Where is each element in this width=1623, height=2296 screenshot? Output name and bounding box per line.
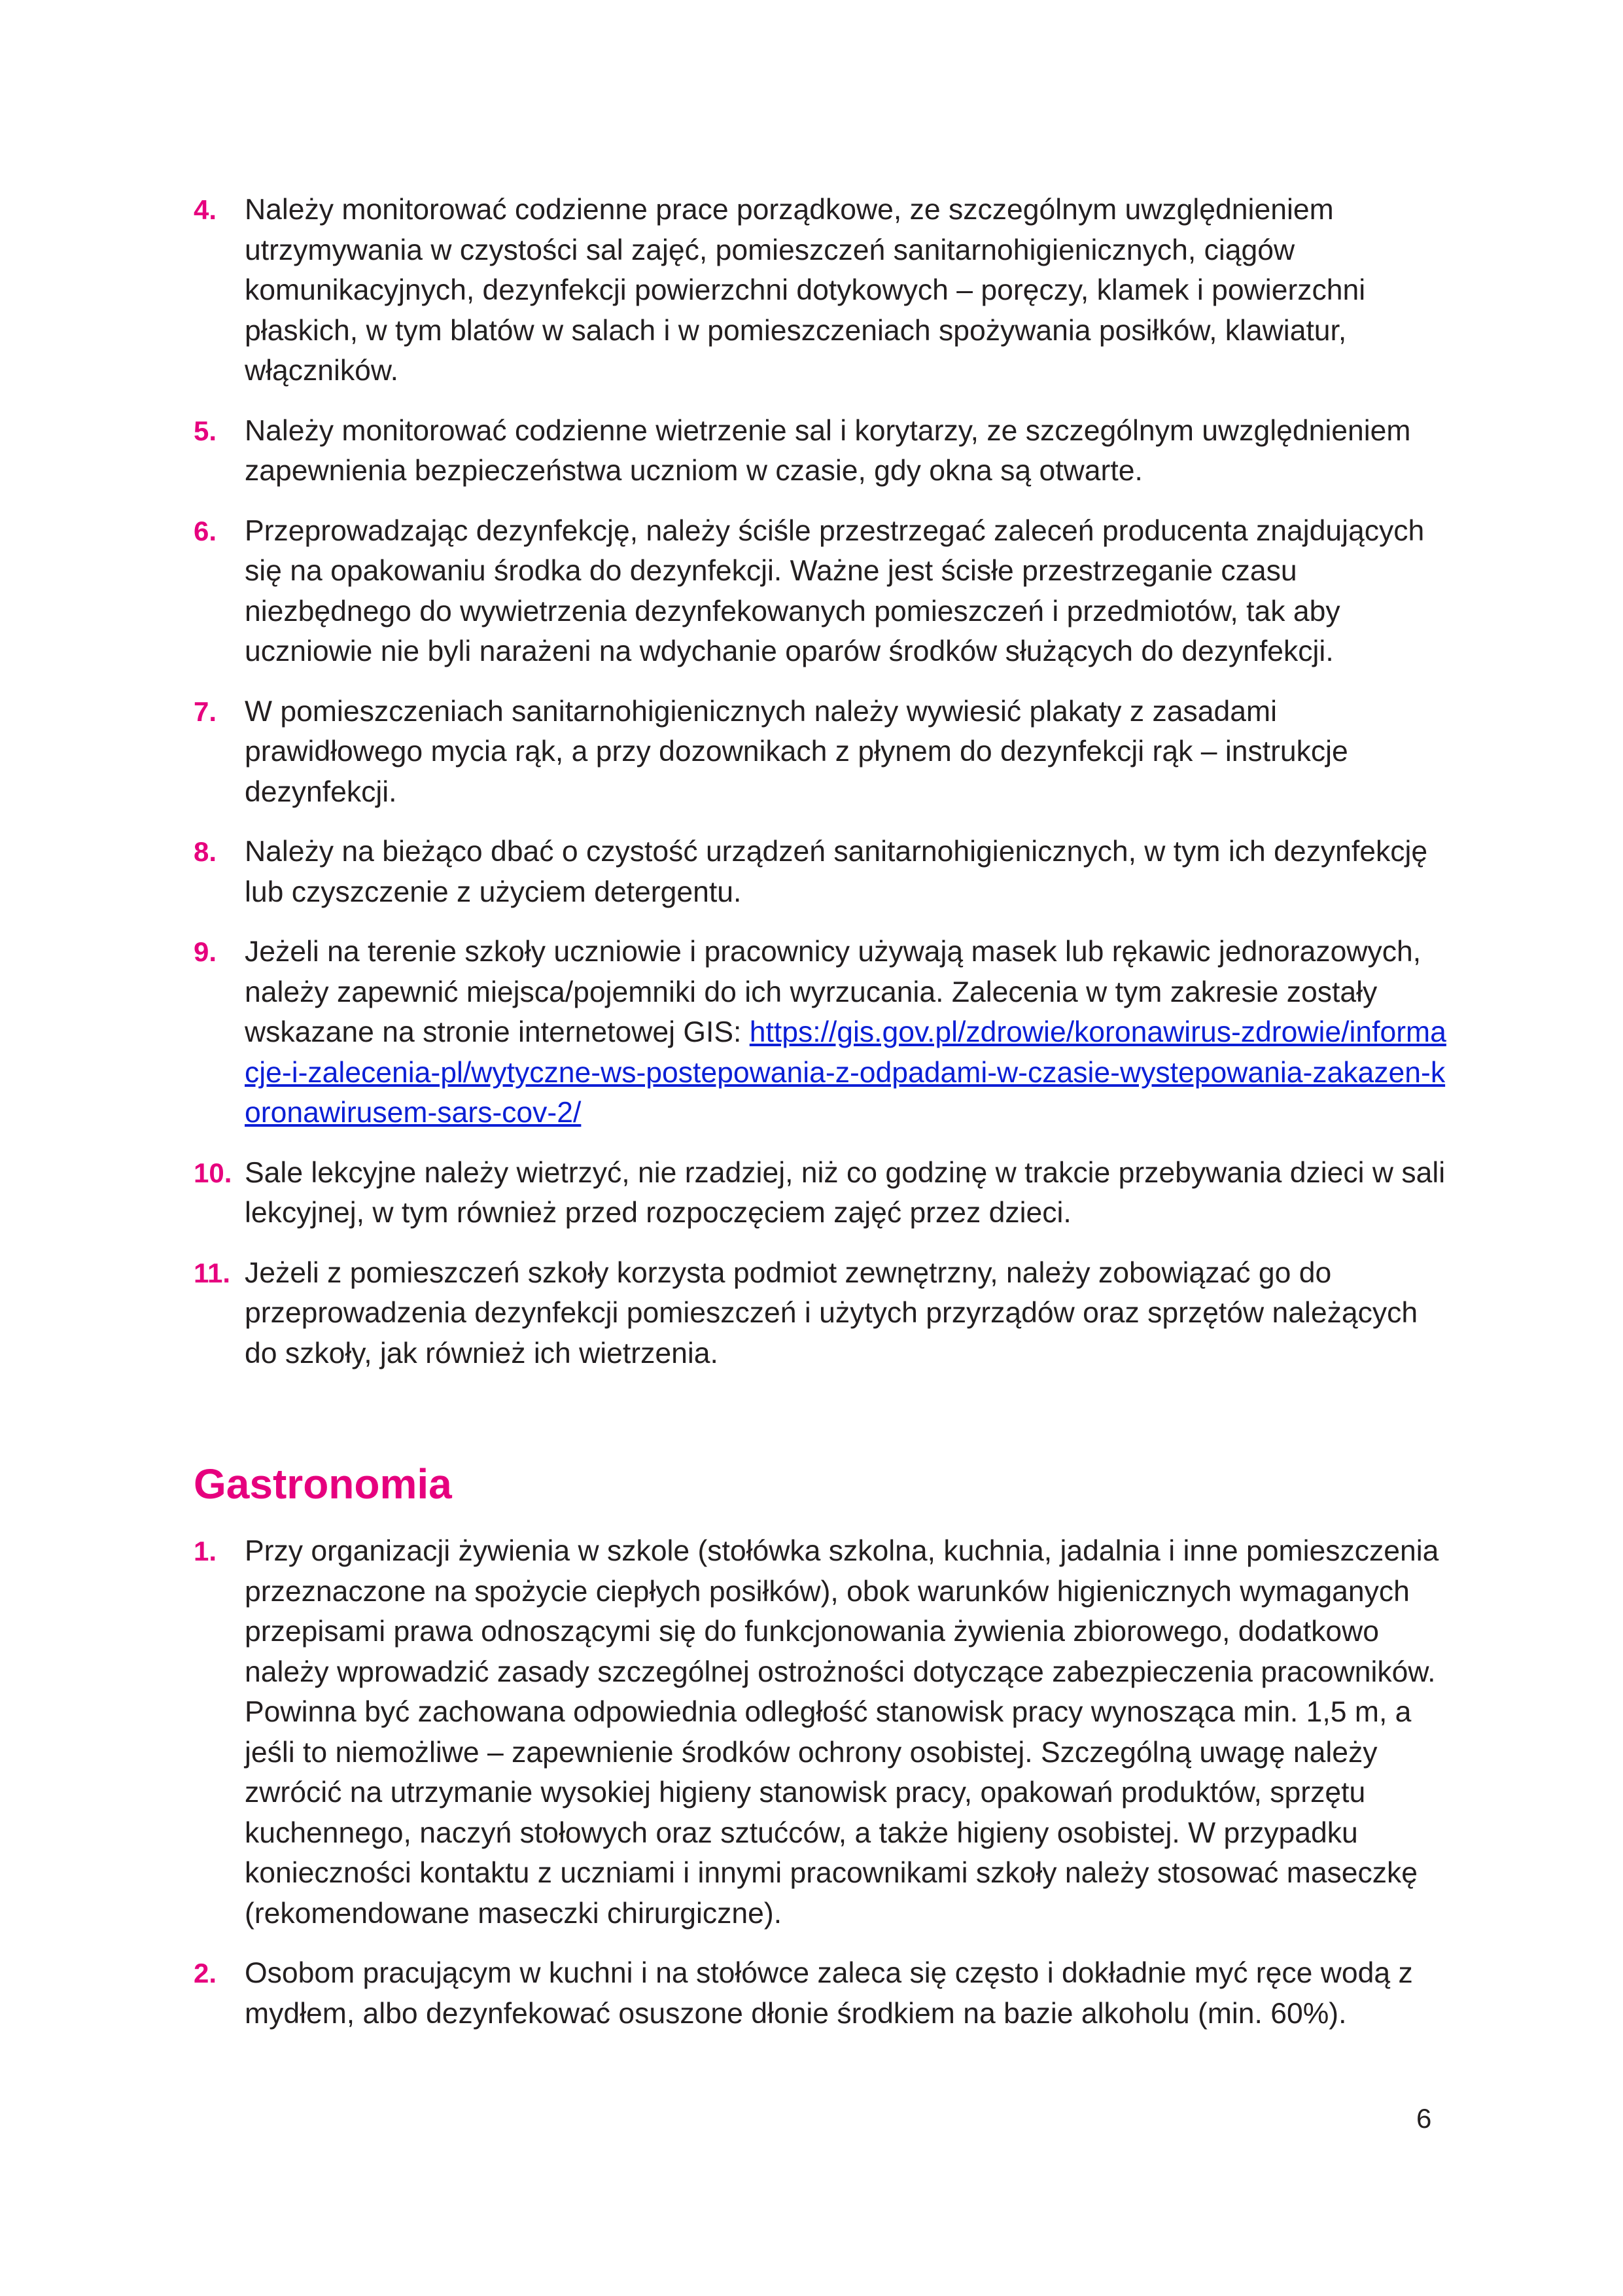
list-item [194,692,1456,813]
list-item [194,1153,1456,1233]
item-number: 1. [194,1536,217,1566]
section-heading: Gastronomia [194,1460,452,1508]
list-item [194,511,1456,672]
item-number: 9. [194,936,217,967]
list-item [194,411,1456,491]
item-text: Sale lekcyjne należy wietrzyć, nie rzadziej, niż co godzinę w trakcie przebywania dzieci w sali lekcyjnej, w tym również przed rozpoczęciem zajęć przez dzieci. [245,1156,1446,1229]
item-number: 5. [194,415,217,446]
gis-guidelines-link[interactable]: https://gis.gov.pl/zdrowie/koronawirus-zdrowie/informacje-i-zalecenia-pl/wytyczne-ws-postepowania-z-odpadami-w-czasie-wystepowania-zakazen-koronawirusem-sars-cov-2/ [245,1016,1446,1129]
list-item [194,1953,1456,2034]
gastronomy-list [194,1531,1456,2053]
list-item [194,190,1456,391]
item-text: Należy monitorować codzienne prace porządkowe, ze szczególnym uwzględnieniem utrzymywania w czystości sal zajęć, pomieszczeń sanitarnohigienicznych, ciągów komunikacyjnych, dezynfekcji powierzchni dotykowych – poręczy, klamek i powierzchni płaskich, w tym blatów w salach i w pomieszczeniach spożywania posiłków, klawiatur, włączników. [245,194,1366,387]
item-number: 10. [194,1157,232,1188]
item-text: Należy monitorować codzienne wietrzenie sal i korytarzy, ze szczególnym uwzględnieniem zapewnienia bezpieczeństwa uczniom w czasie, gdy okna są otwarte. [245,414,1411,487]
item-text: W pomieszczeniach sanitarnohigienicznych należy wywiesić plakaty z zasadami prawidłowego mycia rąk, a przy dozownikach z płynem do dezynfekcji rąk – instrukcje dezynfekcji. [245,695,1348,808]
page-number: 6 [1416,2103,1432,2134]
item-text: Jeżeli na terenie szkoły uczniowie i pracownicy używają masek lub rękawic jednorazowych, należy zapewnić miejsca/pojemniki do ich wyrzucania. Zalecenia w tym zakresie zostały wskazane na stronie internetowej GIS: [245,936,1422,1048]
item-number: 2. [194,1958,217,1988]
list-item [194,832,1456,912]
item-number: 4. [194,194,217,225]
item-text: Jeżeli z pomieszczeń szkoły korzysta podmiot zewnętrzny, należy zobowiązać go do przeprowadzenia dezynfekcji pomieszczeń i użytych przyrządów oraz sprzętów należących do szkoły, jak również ich wietrzenia. [245,1256,1418,1369]
item-text: Przy organizacji żywienia w szkole (stołówka szkolna, kuchnia, jadalnia i inne pomieszczenia przeznaczone na spożycie ciepłych posiłków), obok warunków higienicznych wymaganych przepisami prawa odnoszącymi się do funkcjonowania żywienia zbiorowego, dodatkowo należy wprowadzić zasady szczególnej ostrożności dotyczące zabezpieczenia pracowników. Powinna być zachowana odpowiednia odległość stanowisk pracy wynosząca min. 1,5 m, a jeśli to niemożliwe – zapewnienie środków ochrony osobistej. Szczególną uwagę należy zwrócić na utrzymanie wysokiej higieny stanowisk pracy, opakowań produktów, sprzętu kuchennego, naczyń stołowych oraz sztućców, a także higieny osobistej. W przypadku konieczności kontaktu z uczniami i innymi pracownikami szkoły należy stosować maseczkę (rekomendowane maseczki chirurgiczne). [245,1535,1439,1930]
item-text: Należy na bieżąco dbać o czystość urządzeń sanitarnohigienicznych, w tym ich dezynfekcję lub czyszczenie z użyciem detergentu. [245,836,1428,908]
item-number: 8. [194,836,217,867]
item-number: 6. [194,515,217,546]
list-item [194,1253,1456,1374]
list-item [194,1531,1456,1934]
guidelines-list [194,190,1456,1393]
item-text: Przeprowadzając dezynfekcję, należy ściśle przestrzegać zaleceń producenta znajdujących się na opakowaniu środka do dezynfekcji. Ważne jest ścisłe przestrzeganie czasu niezbędnego do wywietrzenia dezynfekowanych pomieszczeń i przedmiotów, tak aby uczniowie nie byli narażeni na wdychanie oparów środków służących do dezynfekcji. [245,514,1425,667]
item-number: 7. [194,696,217,727]
list-item [194,932,1456,1133]
item-text: Osobom pracującym w kuchni i na stołówce zaleca się często i dokładnie myć ręce wodą z mydłem, albo dezynfekować osuszone dłonie środkiem na bazie alkoholu (min. 60%). [245,1957,1413,2030]
item-number: 11. [194,1257,231,1288]
